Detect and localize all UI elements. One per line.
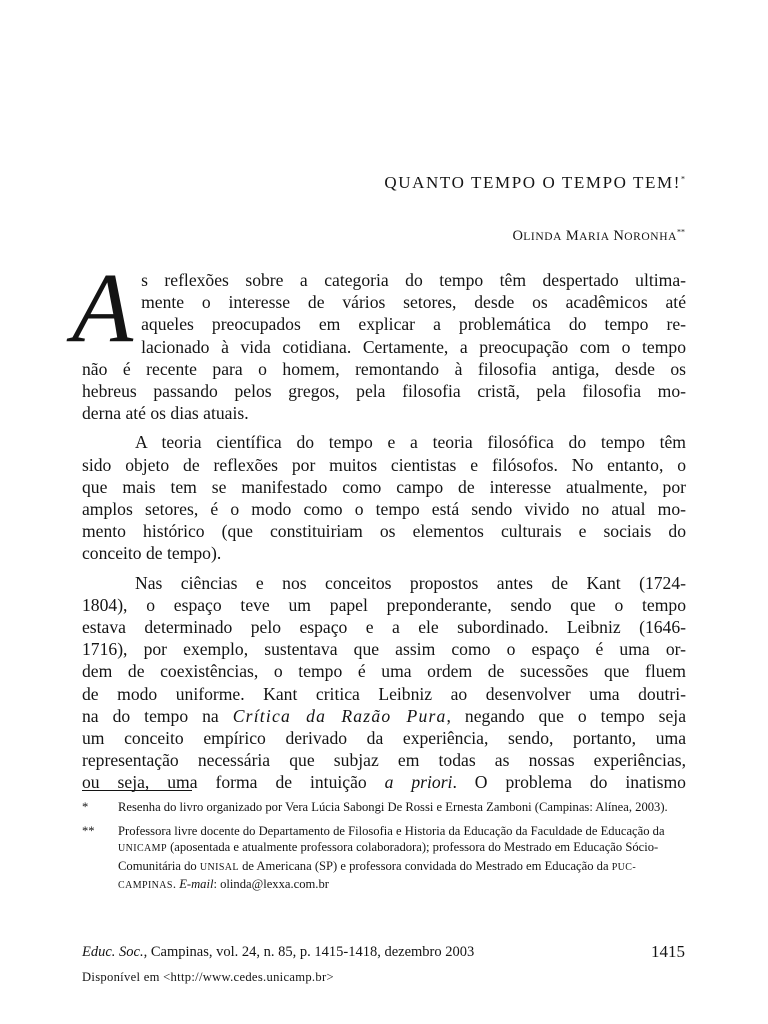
body-line: conceito de tempo). [82, 543, 222, 564]
institution-acronym: UNISAL [199, 861, 239, 873]
footnote-fragment: de Americana (SP) e professora convidada do Mestrado em Educação da [238, 858, 612, 873]
body-text-fragment: , negando que o tempo seja [446, 705, 687, 726]
footnote-fragment: Professora livre docente do Departamento de Filosofia e Historia da Educação da Faculdade de Educação da [118, 824, 665, 839]
footnote-text: Resenha do livro organizado por Vera Lúcia Sabongi De Rossi e Ernesta Zamboni (Campinas: Alínea, 2003). [118, 800, 668, 814]
latin-term-italic: a priori [384, 772, 453, 793]
footnote-2 [82, 823, 686, 894]
body-line: que mais tem se manifestado como campo de interesse atualmente, por [82, 476, 686, 497]
body-text-fragment: ou seja, uma forma de intuição [82, 772, 385, 793]
body-line: hebreus passando pelos gregos, pela filosofia cristã, pela filosofia mo- [82, 381, 686, 402]
author-middle-name-rest: ARIA [579, 231, 610, 243]
body-line: derna até os dias atuais. [82, 403, 249, 424]
email-address[interactable]: : olinda@lexxa.com.br [213, 876, 329, 891]
body-line: 1804), o espaço teve um papel preponderante, sendo que o tempo [82, 594, 686, 615]
body-line: um conceito empírico derivado da experiência, sendo, portanto, uma [82, 728, 686, 749]
article-title-text: QUANTO TEMPO O TEMPO TEM! [384, 173, 681, 192]
body-line: A teoria científica do tempo e a teoria filosófica do tempo têm [135, 432, 686, 453]
body-line: s reflexões sobre a categoria do tempo têm despertado ultima- [141, 270, 686, 290]
title-footnote-mark: * [681, 174, 685, 184]
body-line: mento histórico (que constituiriam os elementos culturais e sociais do [82, 521, 686, 542]
body-line: não é recente para o homem, remontando à filosofia antiga, desde os [82, 358, 686, 379]
footnote-mark: ** [82, 824, 95, 839]
body-line: representação necessária que subjaz em todas as nossas experiências, [82, 750, 686, 771]
author-name [80, 228, 685, 245]
body-line: de modo uniforme. Kant critica Leibniz ao desenvolver uma doutri- [82, 683, 686, 704]
author-first-name-rest: LINDA [523, 231, 563, 243]
footnote-separator [82, 790, 192, 791]
footnote-mark: * [82, 800, 89, 814]
body-line: estava determinado pelo espaço e a ele subordinado. Leibniz (1646- [82, 617, 686, 638]
article-body [72, 252, 687, 794]
footnote-1 [82, 799, 686, 815]
institution-acronym: UNICAMP [118, 843, 167, 855]
citation-details: , Campinas, vol. 24, n. 85, p. 1415-1418, dezembro 2003 [143, 944, 475, 960]
paragraph-2 [82, 431, 686, 564]
author-initial-last: N [613, 228, 625, 244]
institution-acronym: PUC-CAMPINAS [118, 861, 637, 891]
body-line: 1716), por exemplo, sustentava que assim como o espaço é uma or- [82, 639, 686, 660]
footnote-text [118, 823, 686, 894]
footnote-fragment: . [172, 876, 180, 891]
journal-name: Educ. Soc. [82, 944, 144, 960]
footnotes [82, 799, 686, 902]
author-footnote-mark: ** [677, 227, 685, 237]
body-line: mente o interesse de vários setores, desde os acadêmicos até [141, 292, 686, 313]
article-title [80, 173, 685, 193]
page-number: 1415 [651, 942, 685, 961]
paragraph-1 [72, 252, 686, 424]
body-line: aqueles preocupados em explicar a problemática do tempo re- [141, 314, 686, 335]
body-line: Nas ciências e nos conceitos propostos antes de Kant (1724- [135, 572, 686, 593]
body-line: sido objeto de reflexões por muitos cientistas e filósofos. No entanto, o [82, 454, 686, 475]
author-initial-middle: M [565, 228, 580, 244]
journal-citation [82, 944, 474, 961]
drop-cap: A [72, 252, 134, 363]
body-text-fragment: na do tempo na [82, 705, 233, 726]
author-initial-first: O [512, 228, 524, 244]
body-line: amplos setores, é o modo como o tempo está sendo vivido no atual mo- [82, 499, 686, 520]
body-text-fragment: . O problema do inatismo [452, 772, 686, 793]
availability-link[interactable]: Disponível em <http://www.cedes.unicamp.br> [82, 970, 334, 984]
body-line: dem de coexistências, o tempo é uma ordem de sucessões que fluem [82, 661, 686, 682]
body-line [82, 705, 686, 727]
book-title-italic: Crítica da Razão Pura [232, 705, 447, 726]
paragraph-3 [82, 572, 686, 794]
email-label: E-mail [179, 876, 214, 891]
body-line: lacionado à vida cotidiana. Certamente, a preocupação com o tempo [141, 336, 686, 357]
author-last-name-rest: ORONHA [624, 231, 677, 243]
footnote-fragment: (aposentada e atualmente professora colaboradora); professora do Mestrado em Educação Sócio-Comunitária do [118, 840, 659, 873]
